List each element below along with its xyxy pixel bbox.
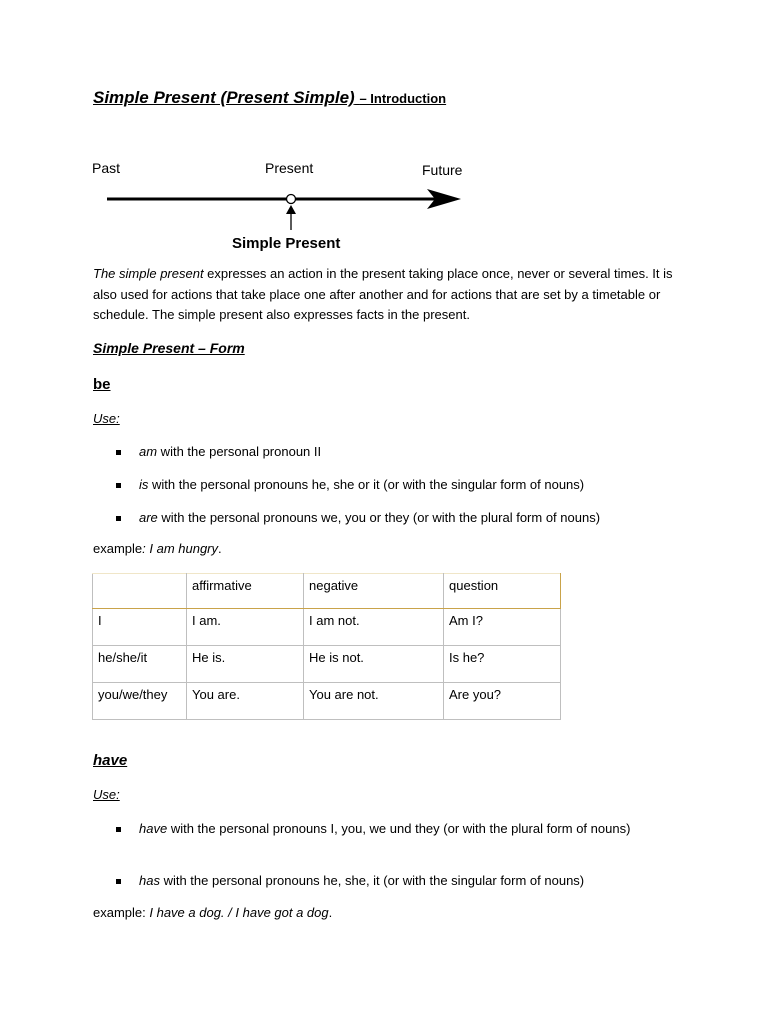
table-header-cell (93, 574, 187, 609)
bullet-word: is (139, 477, 149, 492)
be-bullet-is (139, 475, 679, 495)
table-cell: He is. (187, 646, 304, 683)
timeline-label-future: Future (422, 162, 463, 178)
intro-paragraph (93, 264, 693, 326)
example-end: . (328, 905, 333, 920)
example-label: example (93, 541, 143, 556)
table-cell: Am I? (444, 609, 561, 646)
bullet-text: with the personal pronoun II (157, 444, 322, 459)
page-title (93, 88, 446, 108)
timeline-label-present: Present (265, 160, 314, 176)
bullet-text: with the personal pronouns he, she, it (or with the singular form of nouns) (159, 873, 585, 888)
be-bullet-am (139, 442, 679, 462)
table-cell: Are you? (444, 683, 561, 720)
example-label: example: (93, 905, 150, 920)
table-cell: I (93, 609, 187, 646)
be-example (93, 541, 222, 556)
have-example (93, 905, 332, 920)
be-heading: be (93, 376, 111, 393)
table-cell: he/she/it (93, 646, 187, 683)
timeline-figure (85, 150, 475, 258)
timeline-present-marker (287, 195, 296, 204)
intro-text: expresses an action in the present taking place once, never or several times. It is also used for actions that take place one after another and for actions that are set by a timetable or schedule. The simple present also expresses facts in the present. (93, 266, 673, 322)
table-cell: I am not. (304, 609, 444, 646)
be-bullet-are (139, 508, 679, 528)
bullet-text: with the personal pronouns we, you or they (or with the plural form of nouns) (157, 510, 601, 525)
example-end: . (218, 541, 222, 556)
table-cell: You are not. (304, 683, 444, 720)
have-heading: have (93, 752, 128, 769)
bullet-word: have (139, 821, 168, 836)
be-use-label: Use: (93, 411, 120, 426)
be-conjugation-table (92, 573, 561, 720)
table-cell: You are. (187, 683, 304, 720)
intro-italic-lead: The simple present (93, 266, 204, 281)
title-sub: – Introduction (359, 91, 447, 106)
table-cell: He is not. (304, 646, 444, 683)
bullet-word: am (139, 444, 158, 459)
table-cell: I am. (187, 609, 304, 646)
bullet-word: are (139, 510, 158, 525)
form-heading: Simple Present – Form (93, 340, 245, 356)
bullet-text: with the personal pronouns he, she or it (or with the singular form of nouns) (148, 477, 585, 492)
table-row (93, 683, 561, 720)
timeline-pointer-arrow (286, 205, 296, 214)
have-use-label: Use: (93, 787, 120, 802)
table-header-row (93, 574, 561, 609)
table-header-cell: affirmative (187, 574, 304, 609)
table-cell: Is he? (444, 646, 561, 683)
timeline-caption: Simple Present (232, 235, 341, 252)
example-text: I have a dog. / I have got a dog (149, 905, 329, 920)
table-row (93, 609, 561, 646)
title-main: Simple Present (Present Simple) (93, 88, 355, 107)
have-bullet-has (139, 871, 679, 891)
have-bullet-have (139, 819, 679, 839)
bullet-word: has (139, 873, 160, 888)
table-header-cell: question (444, 574, 561, 609)
bullet-text: with the personal pronouns I, you, we und they (or with the plural form of nouns) (167, 821, 631, 836)
timeline-label-past: Past (92, 160, 121, 176)
table-row (93, 646, 561, 683)
example-text: : I am hungry (142, 541, 219, 556)
table-cell: you/we/they (93, 683, 187, 720)
table-header-cell: negative (304, 574, 444, 609)
